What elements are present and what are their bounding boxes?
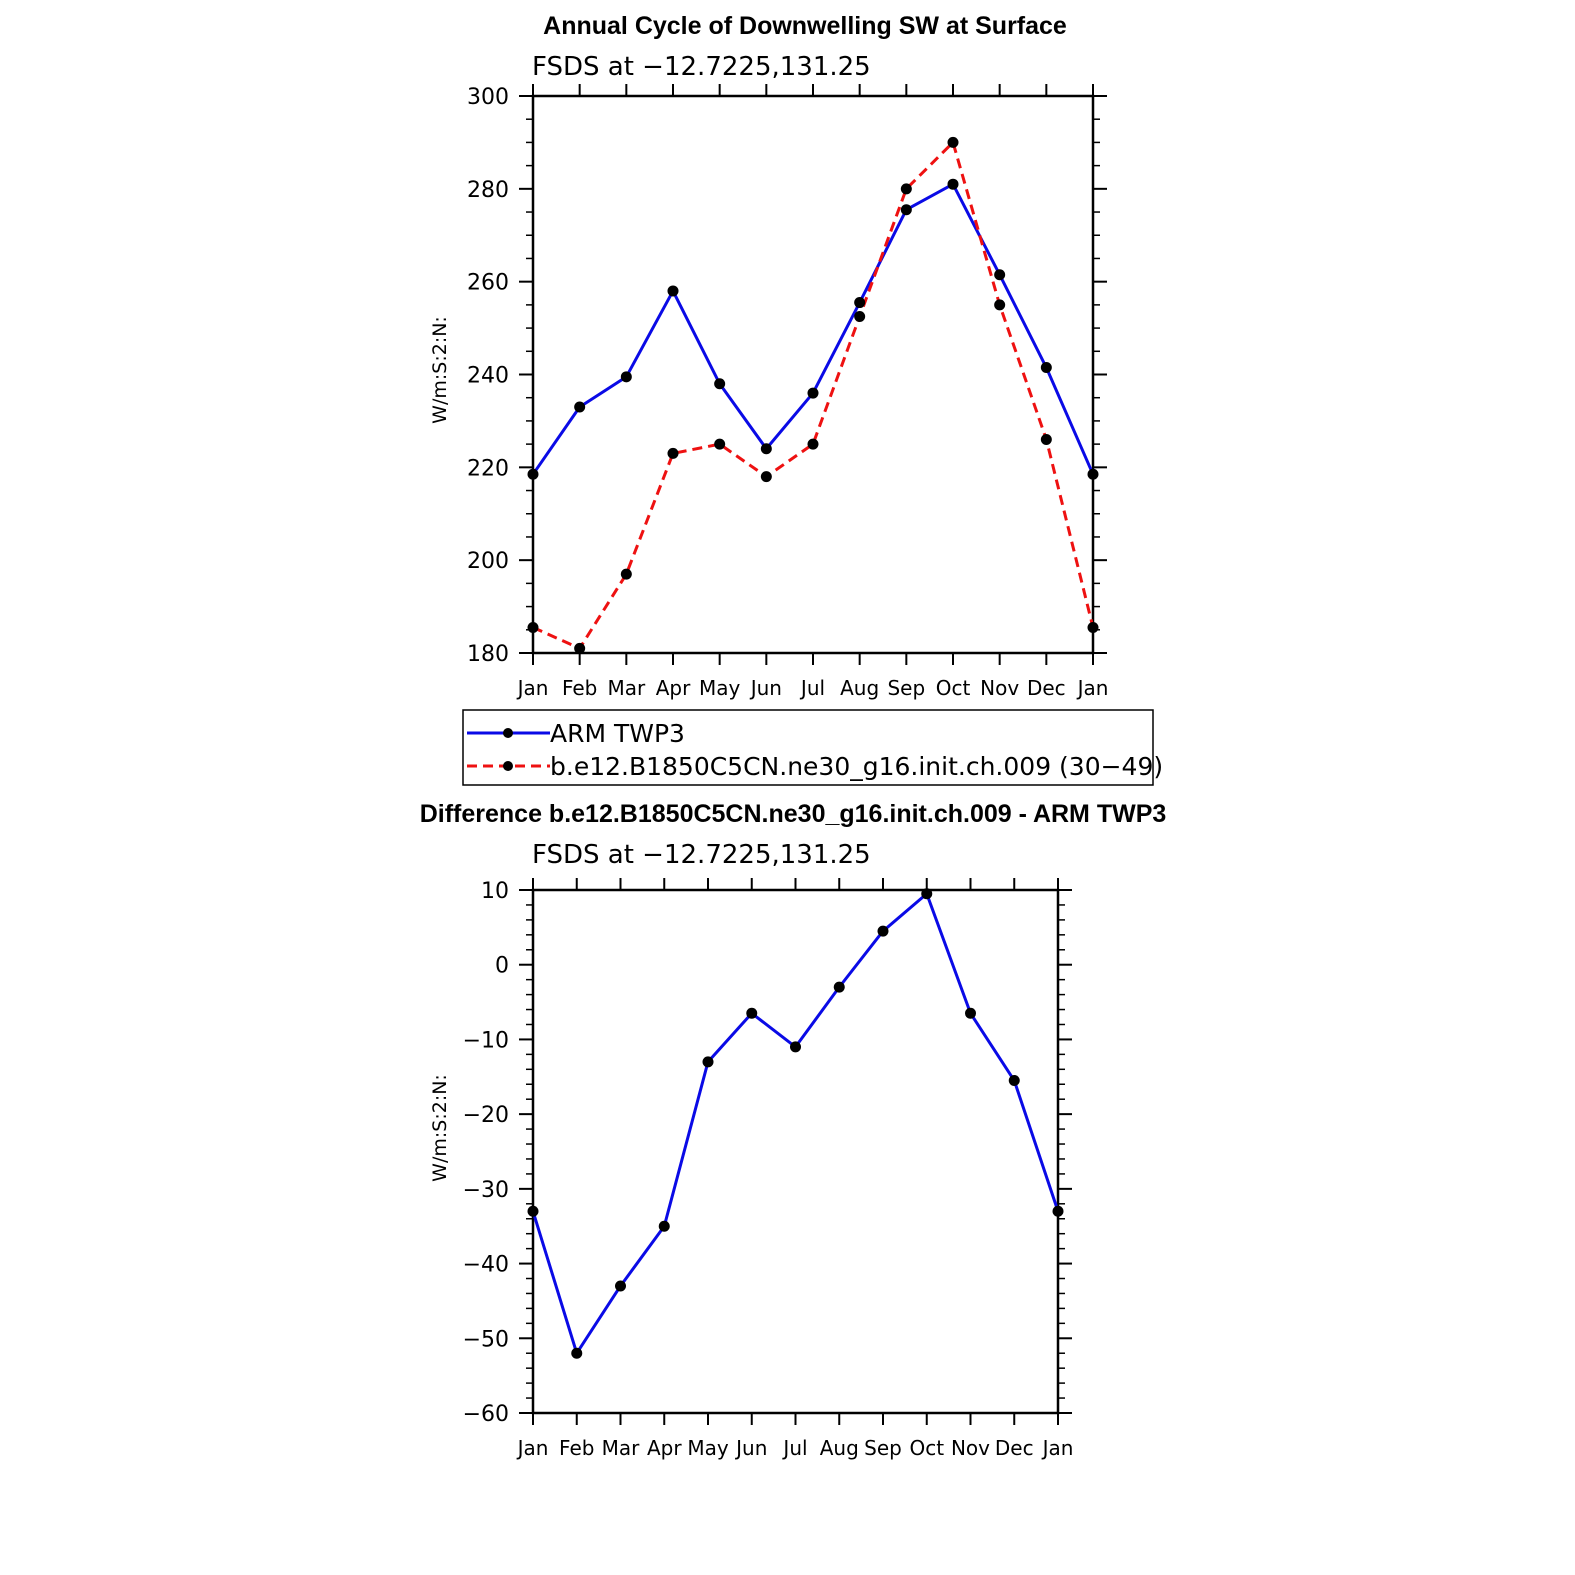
plot-marks [528,137,1099,654]
x-tick-label: Jul [783,1436,808,1460]
y-tick-label: −10 [462,1028,509,1054]
y-tick-label: 200 [467,549,509,575]
plot-marks [528,888,1064,1358]
legend [463,710,1163,785]
data-point-series-1 [854,297,865,308]
data-point-series-2 [668,448,679,459]
y-tick-label: −30 [462,1177,509,1203]
data-point-series-2 [948,137,959,148]
x-tick-label: Dec [994,1436,1034,1460]
x-tick-label: Jan [517,1436,549,1460]
data-point-series-1 [808,388,819,399]
x-tick-label: Jan [1042,1436,1074,1460]
data-point-series-1 [1009,1075,1020,1086]
y-tick-label: 180 [467,642,509,667]
data-point-series-2 [621,569,632,580]
x-tick-label: Nov [950,1436,991,1460]
x-tick-label: Jun [736,1436,768,1460]
data-point-series-2 [901,183,912,194]
plot-frame [533,890,1058,1413]
y-tick-label: −50 [462,1327,509,1353]
x-tick-label: Mar [601,1436,640,1460]
plot-frame [533,96,1093,653]
data-point-series-1 [528,469,539,480]
y-tick-label: 260 [467,270,509,296]
data-point-series-1 [571,1348,582,1359]
data-point-series-1 [668,285,679,296]
data-point-series-1 [746,1008,757,1019]
x-tick-label: Feb [561,676,598,700]
data-point-series-1 [1053,1206,1064,1217]
y-axis-label: W/m:S:2:N: [429,1074,451,1182]
data-point-series-1 [714,378,725,389]
x-tick-label: Feb [559,1436,595,1460]
x-tick-label: Oct [909,1436,945,1460]
y-tick-label: −20 [462,1103,509,1129]
x-tick-label: Jan [517,676,549,700]
x-tick-label: Jul [800,676,826,700]
x-tick-label: May [687,1436,729,1460]
data-point-series-2 [1041,434,1052,445]
x-tick-label: Sep [887,676,926,700]
x-tick-label: May [698,676,741,700]
data-point-series-1 [1088,469,1099,480]
chart-title: Annual Cycle of Downwelling SW at Surface [543,12,1067,40]
data-point-series-2 [714,439,725,450]
data-point-series-2 [808,439,819,450]
plot-axes [463,878,1074,1460]
x-tick-label: Dec [1026,676,1066,700]
data-point-series-2 [854,311,865,322]
y-tick-label: −60 [462,1402,509,1427]
y-axis-label: W/m:S:2:N: [429,316,451,424]
legend-label-arm-twp3: ARM TWP3 [550,719,685,748]
series-line-1 [533,894,1058,1353]
plot-axes [467,84,1108,700]
x-tick-label: Jan [1077,676,1109,700]
x-tick-label: Mar [607,676,646,700]
x-tick-label: Aug [819,1436,859,1460]
x-tick-label: Apr [646,1436,682,1460]
data-point-series-1 [790,1041,801,1052]
data-point-series-2 [1088,622,1099,633]
y-tick-label: 0 [495,953,509,979]
data-point-series-1 [703,1056,714,1067]
data-point-series-1 [965,1008,976,1019]
data-point-series-1 [921,888,932,899]
data-point-series-1 [901,204,912,215]
data-point-series-2 [761,471,772,482]
y-tick-label: −40 [462,1252,509,1278]
x-tick-label: Oct [935,676,971,700]
y-tick-label: 280 [467,177,509,203]
y-tick-label: 220 [467,456,509,482]
x-tick-label: Aug [840,676,880,700]
data-point-series-1 [574,401,585,412]
chart-subtitle: FSDS at −12.7225,131.25 [532,840,871,870]
chart-title: Difference b.e12.B1850C5CN.ne30_g16.init.ch.009 - ARM TWP3 [419,800,1167,828]
annual-cycle-chart [429,12,1163,785]
data-point-series-2 [528,622,539,633]
data-point-series-1 [994,269,1005,280]
data-point-series-1 [528,1206,539,1217]
y-tick-label: 300 [467,85,509,110]
x-tick-label: Apr [655,676,691,700]
x-tick-label: Jun [750,676,782,700]
legend-marker-model [503,761,513,771]
chart-subtitle: FSDS at −12.7225,131.25 [532,52,871,82]
data-point-series-1 [761,443,772,454]
y-tick-label: 240 [467,363,509,389]
data-point-series-1 [659,1221,670,1232]
x-tick-label: Nov [980,676,1020,700]
data-point-series-2 [574,643,585,654]
x-tick-label: Sep [864,1436,902,1460]
data-point-series-1 [834,982,845,993]
data-point-series-1 [615,1280,626,1291]
difference-chart [420,800,1167,1460]
legend-marker-arm-twp3 [503,728,513,738]
data-point-series-1 [621,371,632,382]
data-point-series-1 [1041,362,1052,373]
legend-label-model: b.e12.B1850C5CN.ne30_g16.init.ch.009 (30−49) [550,752,1164,781]
y-tick-label: 10 [481,879,509,904]
data-point-series-2 [994,299,1005,310]
data-point-series-1 [878,926,889,937]
data-point-series-1 [948,179,959,190]
